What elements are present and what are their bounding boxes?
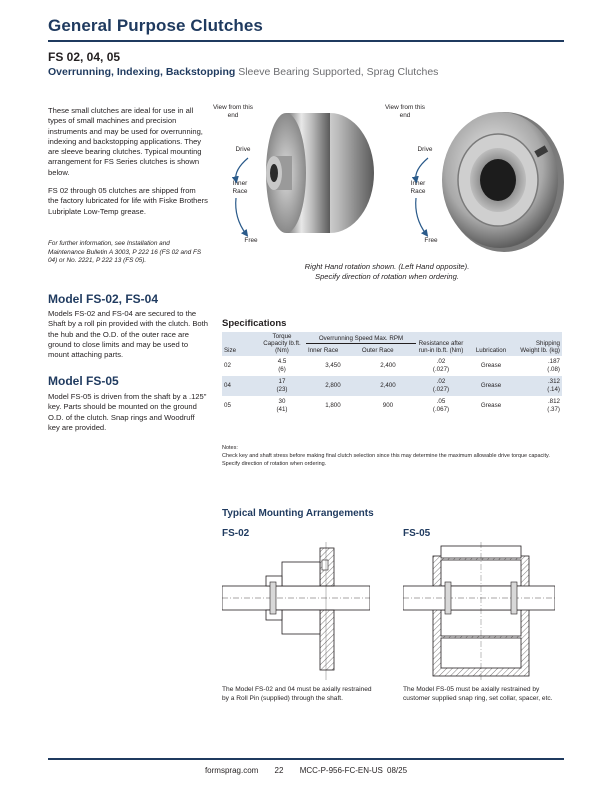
product-subtitle: FS 02, 04, 05 bbox=[48, 50, 121, 64]
fs02-drawing-label: FS-02 bbox=[222, 528, 250, 539]
caption-line-1: Right Hand rotation shown. (Left Hand opposite). bbox=[304, 262, 470, 271]
intro-paragraph-3: For further information, see Installation and Maintenance Bulletin A 3003, P 222 16 (FS 02 and FS 04) or No. 2221, P 222 13 (FS 05). bbox=[48, 240, 202, 265]
cell-weight: .312 (.14) bbox=[516, 376, 562, 396]
table-row bbox=[222, 376, 562, 396]
col-weight: Shipping Weight lb. (kg) bbox=[516, 332, 562, 356]
model-fs02-heading: Model FS-02, FS-04 bbox=[48, 292, 159, 306]
fs02-drawing-caption: The Model FS-02 and 04 must be axially restrained by a Roll Pin (supplied) through the shaft. bbox=[222, 686, 372, 702]
col-lubrication: Lubrication bbox=[466, 332, 516, 356]
note-1: Check key and shaft stress before making final clutch selection since this may determine the maximum allowable drive torque capacity. bbox=[222, 453, 550, 459]
clutch-photo-side bbox=[260, 108, 378, 238]
view-label-1: View from this end bbox=[212, 104, 253, 119]
intro-paragraph-2: FS 02 through 05 clutches are shipped from the factory lubricated for life with Fiske Brothers Lubriplate Low-Temp grease. bbox=[48, 186, 208, 216]
inner-race-label-1: Inner Race bbox=[232, 180, 248, 195]
model-fs02-text: Models FS-02 and FS-04 are secured to the Shaft by a roll pin provided with the clutch. Both the hub and the O.D. of the outer race are ground to close limits and may be used to mount attaching parts. bbox=[48, 309, 208, 360]
col-size: Size bbox=[222, 332, 258, 356]
table-notes bbox=[222, 444, 562, 468]
footer-website: formsprag.com bbox=[204, 766, 259, 775]
drive-label-1: Drive bbox=[235, 146, 251, 153]
rotation-caption bbox=[222, 262, 552, 281]
cell-torque: 4.5 (6) bbox=[277, 357, 287, 373]
intro-paragraph-1: These small clutches are ideal for use in all types of small machines and precision instruments and may be used for overrunning, indexing and backstopping applications. They are sleeve bearing clutches. Typical mounting arrangement for FS Series clutches is shown below. bbox=[48, 106, 203, 177]
cell-inner: 3,450 bbox=[325, 361, 341, 369]
table-row bbox=[222, 396, 562, 416]
caption-line-2: Specify direction of rotation when ordering. bbox=[315, 271, 459, 281]
cell-inner: 1,800 bbox=[325, 401, 341, 409]
page-footer bbox=[0, 766, 612, 775]
cell-lubrication: Grease bbox=[480, 401, 502, 409]
cell-resistance: .02 (.027) bbox=[416, 376, 466, 396]
fs05-mounting-drawing bbox=[403, 542, 555, 680]
tagline-strong: Overrunning, Indexing, Backstopping bbox=[48, 66, 236, 78]
clutch-photo-front bbox=[438, 108, 566, 254]
model-fs05-heading: Model FS-05 bbox=[48, 374, 119, 388]
col-torque: Torque Capacity lb.ft. (Nm) bbox=[258, 332, 306, 356]
drive-label-2: Drive bbox=[417, 146, 433, 153]
cell-lubrication: Grease bbox=[466, 376, 516, 396]
col-outer: Outer Race bbox=[360, 344, 416, 356]
mounting-heading: Typical Mounting Arrangements bbox=[222, 508, 374, 519]
note-2: Specify direction of rotation when ordering. bbox=[222, 461, 327, 467]
cell-outer: 900 bbox=[382, 401, 394, 409]
cell-weight: .812 (.37) bbox=[547, 397, 560, 413]
free-label-1: Free bbox=[244, 237, 258, 244]
cell-size: 05 bbox=[224, 401, 231, 409]
fs05-drawing-label: FS-05 bbox=[403, 528, 431, 539]
col-inner: Inner Race bbox=[306, 344, 360, 356]
model-fs05-text: Model FS-05 is driven from the shaft by a .125" key. Parts should be mounted on the ground O.D. of the clutch. Snap rings and Woodruff key are provided. bbox=[48, 392, 207, 432]
tagline-light: Sleeve Bearing Supported, Sprag Clutches bbox=[235, 66, 439, 78]
view-label-2: View from this end bbox=[384, 104, 425, 119]
notes-label: Notes: bbox=[222, 445, 238, 451]
specifications-heading: Specifications bbox=[222, 318, 287, 329]
fs05-drawing-caption: The Model FS-05 must be axially restrained by customer supplied snap ring, set collar, spacer, etc. bbox=[403, 686, 553, 702]
col-overrun: Overrunning Speed Max. RPM bbox=[306, 332, 416, 344]
footer-document-code: MCC-P-956-FC-EN-US 08/25 bbox=[299, 766, 408, 775]
title-rule bbox=[48, 40, 564, 42]
cell-size: 04 bbox=[222, 376, 258, 396]
footer-page-number: 22 bbox=[274, 766, 284, 775]
cell-torque: 17 (23) bbox=[258, 376, 306, 396]
cell-outer: 2,400 bbox=[380, 361, 396, 369]
page-title: General Purpose Clutches bbox=[48, 16, 263, 35]
cell-outer: 2,400 bbox=[360, 376, 416, 396]
product-tagline bbox=[48, 66, 438, 78]
specifications-table bbox=[222, 332, 562, 416]
cell-resistance: .02 (.027) bbox=[432, 357, 450, 373]
cell-weight: .187 (.08) bbox=[547, 357, 560, 373]
cell-inner: 2,800 bbox=[306, 376, 360, 396]
cell-resistance: .05 (.067) bbox=[432, 397, 450, 413]
free-label-2: Free bbox=[424, 237, 438, 244]
fs02-mounting-drawing bbox=[222, 542, 370, 680]
cell-torque: 30 (41) bbox=[276, 397, 288, 413]
table-row bbox=[222, 356, 562, 376]
inner-race-label-2: Inner Race bbox=[410, 180, 426, 195]
cell-size: 02 bbox=[224, 361, 231, 369]
cell-lubrication: Grease bbox=[480, 361, 502, 369]
footer-rule bbox=[48, 758, 564, 760]
col-resistance: Resistance after run-in lb.ft. (Nm) bbox=[416, 332, 466, 356]
